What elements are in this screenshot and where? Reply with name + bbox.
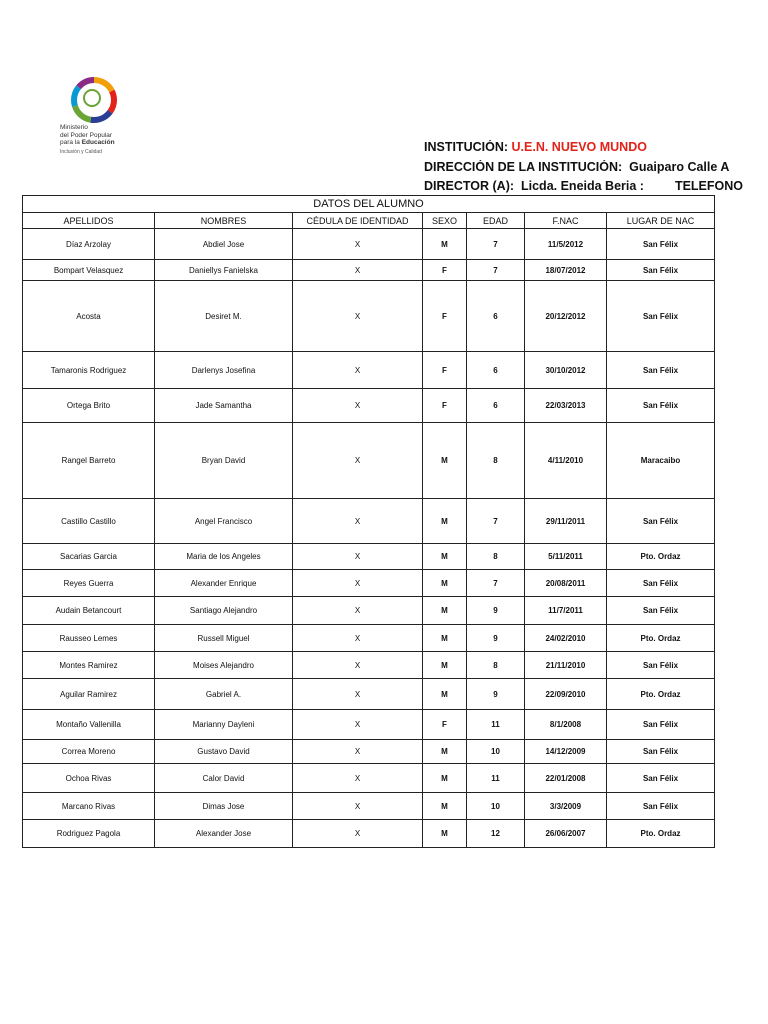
cell-edad: 10 <box>467 740 525 764</box>
cell-apellidos: Ochoa Rivas <box>23 764 155 793</box>
cell-cedula: X <box>293 389 423 423</box>
cell-sexo: M <box>423 740 467 764</box>
cell-edad: 6 <box>467 389 525 423</box>
cell-apellidos: Rausseo Lemes <box>23 625 155 652</box>
cell-edad: 8 <box>467 652 525 679</box>
cell-cedula: X <box>293 740 423 764</box>
cell-cedula: X <box>293 597 423 625</box>
cell-cedula: X <box>293 423 423 499</box>
cell-lugar: Pto. Ordaz <box>607 679 715 710</box>
cell-sexo: F <box>423 281 467 352</box>
cell-fnac: 18/07/2012 <box>525 260 607 281</box>
cell-cedula: X <box>293 679 423 710</box>
cell-sexo: M <box>423 570 467 597</box>
cell-edad: 12 <box>467 820 525 848</box>
cell-nombres: Alexander Jose <box>155 820 293 848</box>
students-table <box>22 195 715 848</box>
cell-nombres: Daniellys Fanielska <box>155 260 293 281</box>
table-row <box>23 710 715 740</box>
address-line <box>424 160 768 174</box>
cell-fnac: 20/12/2012 <box>525 281 607 352</box>
cell-nombres: Marianny Dayleni <box>155 710 293 740</box>
logo-line-3: para la Educación <box>60 139 115 146</box>
institution-line <box>424 140 768 154</box>
cell-apellidos: Aguilar Ramirez <box>23 679 155 710</box>
cell-edad: 7 <box>467 229 525 260</box>
col-apellidos: APELLIDOS <box>23 213 155 229</box>
cell-fnac: 22/03/2013 <box>525 389 607 423</box>
cell-cedula: X <box>293 625 423 652</box>
logo-subtitle: Inclusión y Calidad <box>60 148 102 155</box>
cell-nombres: Jade Samantha <box>155 389 293 423</box>
cell-sexo: M <box>423 625 467 652</box>
cell-apellidos: Marcano Rivas <box>23 793 155 820</box>
cell-edad: 10 <box>467 793 525 820</box>
cell-nombres: Darlenys Josefina <box>155 352 293 389</box>
cell-apellidos: Audain Betancourt <box>23 597 155 625</box>
cell-apellidos: Reyes Guerra <box>23 570 155 597</box>
cell-cedula: X <box>293 570 423 597</box>
cell-cedula: X <box>293 652 423 679</box>
cell-apellidos: Acosta <box>23 281 155 352</box>
cell-nombres: Dimas Jose <box>155 793 293 820</box>
table-row <box>23 764 715 793</box>
cell-fnac: 30/10/2012 <box>525 352 607 389</box>
cell-nombres: Maria de los Angeles <box>155 544 293 570</box>
cell-nombres: Moises Alejandro <box>155 652 293 679</box>
cell-apellidos: Ortega Brito <box>23 389 155 423</box>
cell-cedula: X <box>293 710 423 740</box>
cell-edad: 11 <box>467 764 525 793</box>
table-row <box>23 260 715 281</box>
cell-apellidos: Díaz Arzolay <box>23 229 155 260</box>
cell-nombres: Angel Francisco <box>155 499 293 544</box>
cell-sexo: M <box>423 764 467 793</box>
cell-fnac: 29/11/2011 <box>525 499 607 544</box>
cell-sexo: F <box>423 389 467 423</box>
cell-lugar: San Félix <box>607 710 715 740</box>
cell-fnac: 20/08/2011 <box>525 570 607 597</box>
director-label: DIRECTOR (A): <box>424 179 515 193</box>
cell-fnac: 4/11/2010 <box>525 423 607 499</box>
table-header-row <box>23 213 715 229</box>
table-row <box>23 544 715 570</box>
cell-lugar: Maracaibo <box>607 423 715 499</box>
cell-fnac: 22/01/2008 <box>525 764 607 793</box>
cell-nombres: Russell Miguel <box>155 625 293 652</box>
cell-cedula: X <box>293 229 423 260</box>
cell-sexo: M <box>423 793 467 820</box>
cell-sexo: M <box>423 820 467 848</box>
table-row <box>23 625 715 652</box>
table-row <box>23 597 715 625</box>
cell-lugar: San Félix <box>607 740 715 764</box>
cell-lugar: San Félix <box>607 260 715 281</box>
cell-edad: 7 <box>467 570 525 597</box>
cell-sexo: M <box>423 544 467 570</box>
cell-edad: 11 <box>467 710 525 740</box>
cell-nombres: Calor David <box>155 764 293 793</box>
cell-sexo: M <box>423 679 467 710</box>
cell-edad: 8 <box>467 544 525 570</box>
table-row <box>23 820 715 848</box>
cell-apellidos: Castillo Castillo <box>23 499 155 544</box>
cell-fnac: 22/09/2010 <box>525 679 607 710</box>
cell-edad: 7 <box>467 260 525 281</box>
cell-lugar: San Félix <box>607 281 715 352</box>
cell-sexo: M <box>423 499 467 544</box>
table-row <box>23 499 715 544</box>
cell-edad: 6 <box>467 352 525 389</box>
cell-fnac: 5/11/2011 <box>525 544 607 570</box>
address-label: DIRECCIÓN DE LA INSTITUCIÓN: <box>424 160 623 174</box>
cell-apellidos: Rangel Barreto <box>23 423 155 499</box>
cell-edad: 8 <box>467 423 525 499</box>
cell-nombres: Alexander Enrique <box>155 570 293 597</box>
table-row <box>23 423 715 499</box>
col-fnac: F.NAC <box>525 213 607 229</box>
cell-fnac: 8/1/2008 <box>525 710 607 740</box>
table-row <box>23 389 715 423</box>
cell-sexo: M <box>423 597 467 625</box>
col-cedula: CÉDULA DE IDENTIDAD <box>293 213 423 229</box>
cell-cedula: X <box>293 352 423 389</box>
cell-lugar: San Félix <box>607 652 715 679</box>
table-row <box>23 570 715 597</box>
cell-apellidos: Montes Ramirez <box>23 652 155 679</box>
col-sexo: SEXO <box>423 213 467 229</box>
cell-cedula: X <box>293 281 423 352</box>
cell-nombres: Gabriel A. <box>155 679 293 710</box>
logo-line-1: Ministerio <box>60 124 88 131</box>
address-value: Guaiparo Calle A <box>629 160 730 174</box>
cell-cedula: X <box>293 499 423 544</box>
cell-apellidos: Bompart Velasquez <box>23 260 155 281</box>
cell-lugar: San Félix <box>607 389 715 423</box>
cell-lugar: Pto. Ordaz <box>607 820 715 848</box>
table-row <box>23 281 715 352</box>
cell-sexo: F <box>423 710 467 740</box>
cell-edad: 6 <box>467 281 525 352</box>
cell-nombres: Santiago Alejandro <box>155 597 293 625</box>
cell-cedula: X <box>293 260 423 281</box>
cell-sexo: M <box>423 229 467 260</box>
cell-edad: 9 <box>467 597 525 625</box>
cell-sexo: M <box>423 423 467 499</box>
cell-lugar: Pto. Ordaz <box>607 544 715 570</box>
cell-fnac: 21/11/2010 <box>525 652 607 679</box>
cell-sexo: F <box>423 352 467 389</box>
cell-apellidos: Tamaronis Rodriguez <box>23 352 155 389</box>
cell-cedula: X <box>293 793 423 820</box>
table-row <box>23 679 715 710</box>
logo-text <box>60 124 150 156</box>
cell-lugar: San Félix <box>607 499 715 544</box>
table-band-title: DATOS DEL ALUMNO <box>23 196 715 213</box>
cell-lugar: Pto. Ordaz <box>607 625 715 652</box>
cell-cedula: X <box>293 820 423 848</box>
cell-sexo: M <box>423 652 467 679</box>
cell-edad: 9 <box>467 679 525 710</box>
cell-lugar: San Félix <box>607 352 715 389</box>
director-value: Licda. Eneida Beria : <box>521 179 644 193</box>
cell-apellidos: Rodriguez Pagola <box>23 820 155 848</box>
cell-apellidos: Sacarias Garcia <box>23 544 155 570</box>
cell-lugar: San Félix <box>607 597 715 625</box>
col-nombres: NOMBRES <box>155 213 293 229</box>
cell-lugar: San Félix <box>607 793 715 820</box>
cell-edad: 7 <box>467 499 525 544</box>
table-row <box>23 652 715 679</box>
cell-lugar: San Félix <box>607 229 715 260</box>
cell-fnac: 26/06/2007 <box>525 820 607 848</box>
phone-label: TELEFONO <box>674 179 743 193</box>
cell-lugar: San Félix <box>607 764 715 793</box>
institution-label: INSTITUCIÓN: <box>424 140 509 154</box>
logo-line-2: del Poder Popular <box>60 131 113 139</box>
cell-fnac: 11/5/2012 <box>525 229 607 260</box>
col-lugar: LUGAR DE NAC <box>607 213 715 229</box>
cell-fnac: 11/7/2011 <box>525 597 607 625</box>
cell-nombres: Abdiel Jose <box>155 229 293 260</box>
cell-cedula: X <box>293 764 423 793</box>
cell-sexo: F <box>423 260 467 281</box>
table-row <box>23 352 715 389</box>
col-edad: EDAD <box>467 213 525 229</box>
cell-fnac: 14/12/2009 <box>525 740 607 764</box>
cell-fnac: 3/3/2009 <box>525 793 607 820</box>
cell-cedula: X <box>293 544 423 570</box>
cell-nombres: Desiret M. <box>155 281 293 352</box>
cell-lugar: San Félix <box>607 570 715 597</box>
cell-fnac: 24/02/2010 <box>525 625 607 652</box>
cell-apellidos: Correa Moreno <box>23 740 155 764</box>
institution-name: U.E.N. NUEVO MUNDO <box>511 140 647 154</box>
table-row <box>23 740 715 764</box>
cell-nombres: Bryan David <box>155 423 293 499</box>
cell-nombres: Gustavo David <box>155 740 293 764</box>
director-line <box>424 179 768 193</box>
cell-edad: 9 <box>467 625 525 652</box>
cell-apellidos: Montaño Vallenilla <box>23 710 155 740</box>
table-row <box>23 229 715 260</box>
table-row <box>23 793 715 820</box>
